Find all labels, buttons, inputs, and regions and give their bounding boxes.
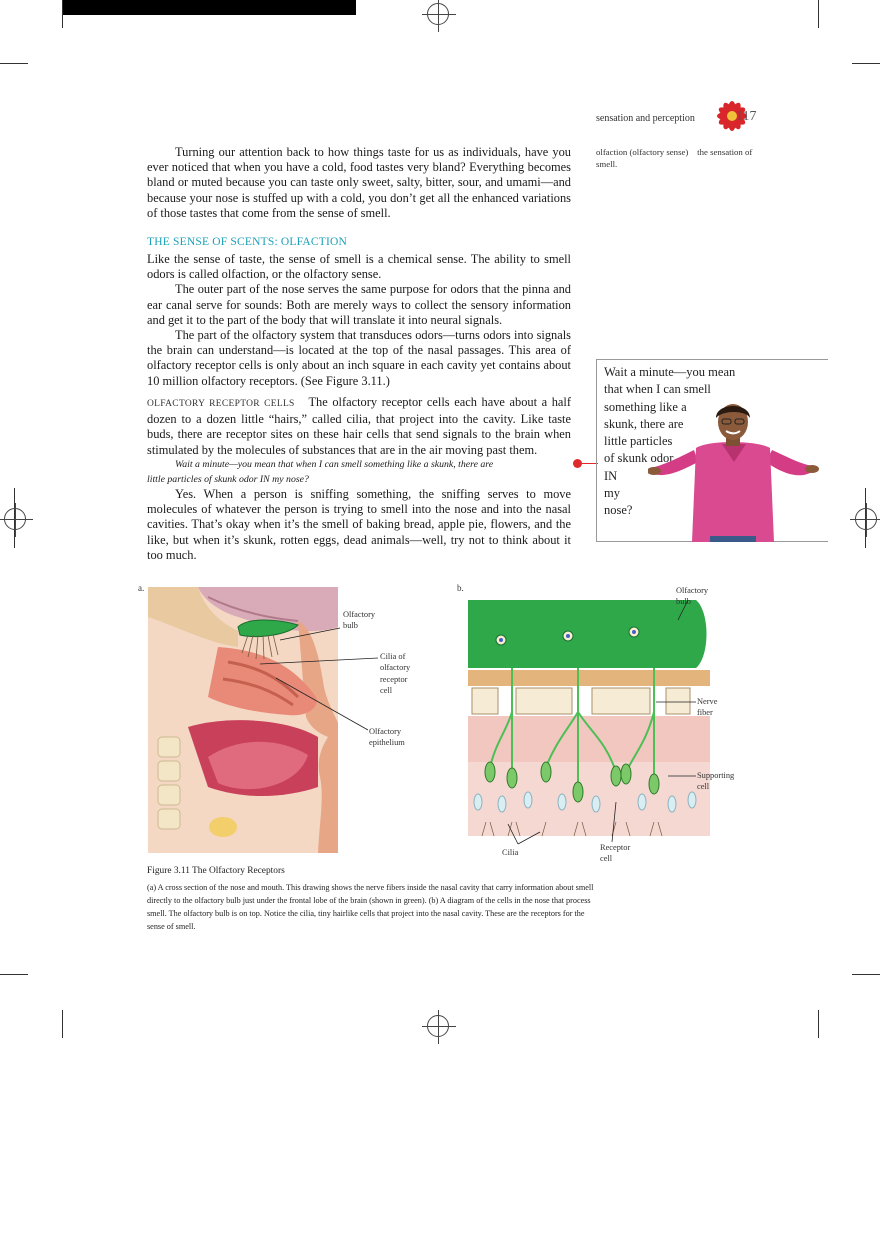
paragraph: Like the sense of taste, the sense of smell is a chemical sense. The ability to smell odors is called olfaction, or the olfactory sense. xyxy=(147,252,571,282)
callout-leader-lines-a xyxy=(240,620,380,740)
page-number: 117 xyxy=(736,109,757,124)
registration-mark-icon xyxy=(4,508,26,530)
black-printer-bar xyxy=(62,0,356,15)
question-box-line: my xyxy=(604,486,620,501)
question-line: Wait a minute—you mean that when I can smell something like a skunk, there are xyxy=(175,459,494,470)
registration-mark-icon xyxy=(855,508,877,530)
figure-caption-title: Figure 3.11 The Olfactory Receptors xyxy=(147,866,285,876)
crop-mark xyxy=(818,1010,819,1038)
question-box-line: of skunk odor xyxy=(604,451,674,466)
question-box-line: skunk, there are xyxy=(604,416,684,431)
question-box-line: something like a xyxy=(604,399,687,414)
callout-olfactory-bulb-a: Olfactory bulb xyxy=(343,610,376,631)
callout-cilia-a: Cilia of olfactory receptor cell xyxy=(380,652,411,696)
crop-mark xyxy=(852,63,880,64)
question-box-line: IN xyxy=(604,468,618,483)
crop-mark xyxy=(62,1010,63,1038)
running-head: sensation and perception xyxy=(596,113,695,124)
question-box-line: that when I can smell xyxy=(604,382,711,397)
callout-receptor-cell: Receptor cell xyxy=(600,843,631,864)
callout-olfactory-bulb-b: Olfactory bulb xyxy=(676,586,709,607)
callout-leader-lines-b xyxy=(500,596,700,846)
registration-mark-icon xyxy=(427,1015,449,1037)
question-box-line: nose? xyxy=(604,503,633,518)
paragraph: Yes. When a person is sniffing something, the sniffing serves to move molecules of whatever the person is trying to smell into the nose and into the nasal cavities. That’s okay when it’s the smell of baking bread, apple pie, flowers, and the like, but when it’s skunk, rotten eggs, dead animals—well, try not to think about it too much. xyxy=(147,487,571,562)
main-column xyxy=(147,395,571,458)
main-column xyxy=(147,145,571,221)
crop-mark xyxy=(852,974,880,975)
paragraph: The olfactory receptor cells each have about a half dozen to a dozen little “hairs,” called cilia, that project into the cavity. Like taste buds, there are receptor sites on these hair cells that send signals to the brain when stimulated by the molecules of substances that are in the air moving past them. xyxy=(147,395,572,457)
figure-label-a: a. xyxy=(138,583,145,593)
shrugging-student-illustration xyxy=(648,400,820,542)
crop-mark xyxy=(0,974,28,975)
margin-definition xyxy=(596,146,756,170)
main-column xyxy=(147,252,571,389)
glossary-term: olfaction (olfactory sense) xyxy=(596,147,689,157)
margin-question xyxy=(147,458,575,487)
main-column xyxy=(147,487,571,563)
figure-caption-body: (a) A cross section of the nose and mouth. This drawing shows the nerve fibers inside the nasal cavity that carry information about smell directly to the olfactory bulb just under the frontal lobe of the brain (shown in green). (b) A diagram of the cells in the nose that process smell. The olfactory bulb is on top. Notice the cilia, tiny hairlike cells that project into the nasal cavity. These are the receptors for the sense of smell. xyxy=(147,883,594,931)
question-dot-icon xyxy=(573,459,582,468)
crop-mark xyxy=(0,63,28,64)
crop-mark xyxy=(62,0,63,28)
question-box-line: Wait a minute—you mean xyxy=(604,365,736,379)
callout-epithelium-a: Olfactory epithelium xyxy=(369,727,405,748)
callout-supporting-cell: Supporting cell xyxy=(697,771,735,792)
paragraph: The outer part of the nose serves the same purpose for odors that the pinna and ear canal serve for sounds: Both are merely ways to collect the sensory information and get it to the part of the body that will translate it into neural signals. xyxy=(147,282,571,327)
figure-label-b: b. xyxy=(457,583,464,593)
section-heading: THE SENSE OF SCENTS: OLFACTION xyxy=(147,236,348,248)
glossary-definition: the sensation of smell. xyxy=(596,147,753,169)
question-line: little particles of skunk odor IN my nose? xyxy=(147,473,309,485)
callout-cilia-b: Cilia xyxy=(502,848,519,857)
runin-heading: OLFACTORY RECEPTOR CELLS xyxy=(147,399,295,409)
question-box-line: little particles xyxy=(604,434,673,449)
paragraph: Turning our attention back to how things taste for us as individuals, have you ever noticed that when you have a cold, food tastes very bland? Everything becomes bland or muted because you can taste only sweet, salty, bitter, sour, and umami—and because your nose is stuffed up with a cold, you don’t get all the enhanced variations of those tastes that come from the sense of smell. xyxy=(147,145,571,220)
paragraph: The part of the olfactory system that transduces odors—turns odors into signals the brain can understand—is located at the top of the nasal passages. This area of olfactory receptor cells is only about an inch square in each cavity yet contains about 10 million olfactory receptors. (See Figure 3.11.) xyxy=(147,328,571,388)
callout-nerve-fiber: Nerve fiber xyxy=(697,697,718,718)
crop-mark xyxy=(818,0,819,28)
registration-mark-icon xyxy=(427,3,449,25)
